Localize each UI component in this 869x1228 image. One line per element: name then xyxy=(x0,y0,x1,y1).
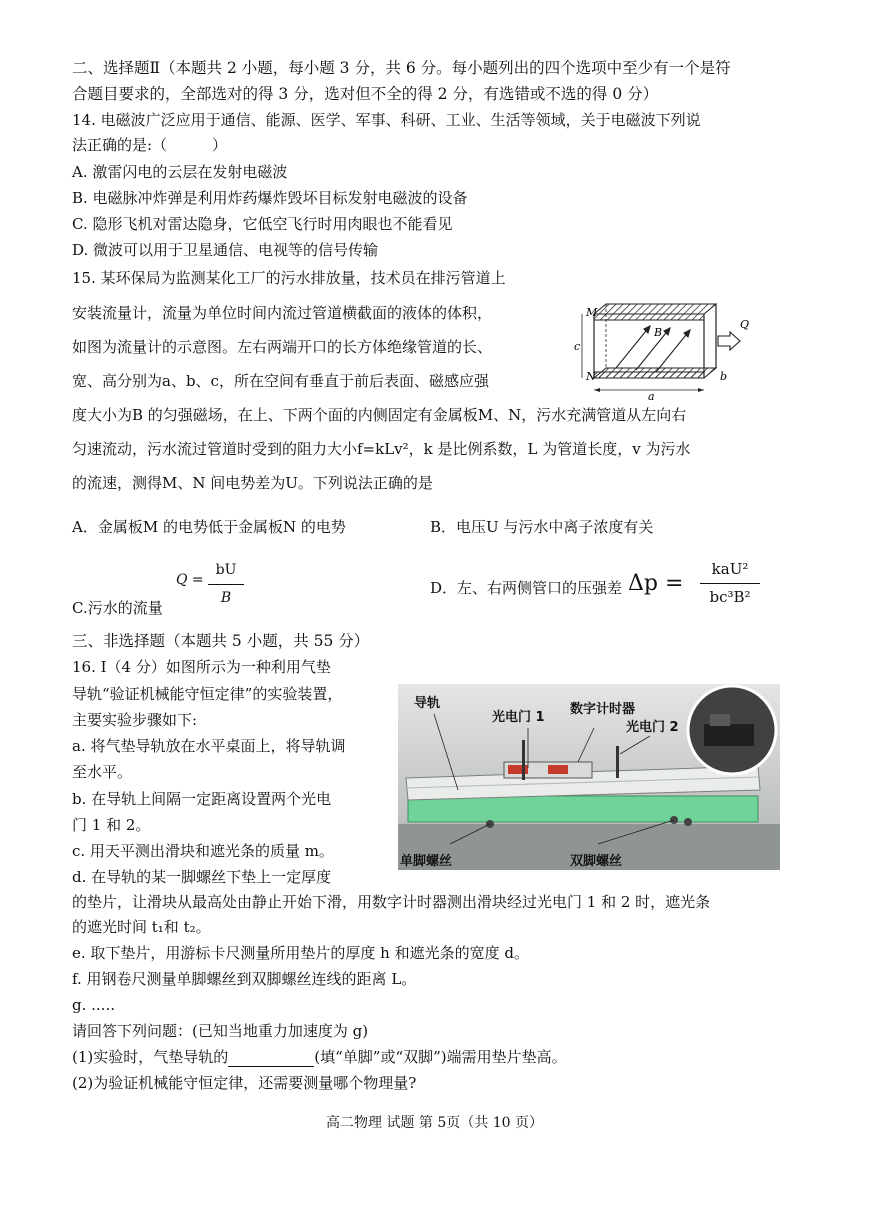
b-field-arrows xyxy=(616,326,690,372)
q15-line3: 如图为流量计的示意图。左右两端开口的长方体绝缘管道的长、 xyxy=(72,338,493,356)
q16-step-b-cont: 门 1 和 2。 xyxy=(72,816,151,834)
label-n: N xyxy=(586,370,596,383)
q16-step-b: b. 在导轨上间隔一定距离设置两个光电 xyxy=(72,790,332,808)
q16-step-g: g. ..... xyxy=(72,996,115,1014)
q16-line2: 导轨“验证机械能守恒定律”的实验装置， xyxy=(72,685,343,703)
label-gate-2: 光电门 2 xyxy=(626,720,679,735)
formula-c-denominator: B xyxy=(220,590,232,606)
label-b: b xyxy=(720,370,728,383)
flow-meter-diagram xyxy=(570,300,770,400)
formula-d-lhs: Δp = xyxy=(628,571,684,596)
label-a: a xyxy=(648,390,655,400)
label-m: M xyxy=(586,306,598,319)
formula-d-numerator: kaU² xyxy=(711,560,749,578)
plate-m xyxy=(594,304,716,314)
q16-step-a-cont: 至水平。 xyxy=(72,763,133,781)
formula-c-lhs: Q = xyxy=(176,572,204,588)
flow-arrow xyxy=(718,332,740,350)
label-q: Q xyxy=(740,318,750,331)
label-gate-1: 光电门 1 xyxy=(492,710,545,725)
q15-option-b: B．电压U 与污水中离子浓度有关 xyxy=(430,518,654,536)
q16-step-d-cont: 的垫片，让滑块从最高处由静止开始下滑，用数字计时器测出滑块经过光电门 1 和 2 时，遮光条 xyxy=(72,893,711,911)
q14-stem-line2: 法正确的是:（ ） xyxy=(72,136,228,154)
q15-line5: 度大小为B 的匀强磁场，在上、下两个面的内侧固定有金属板M、N，污水充满管道从左向右 xyxy=(72,406,687,424)
q14-option-a: A. 激雷闪电的云层在发射电磁波 xyxy=(72,163,288,181)
q16-line3: 主要实验步骤如下: xyxy=(72,711,198,729)
q14-option-c: C. 隐形飞机对雷达隐身，它低空飞行时用肉眼也不能看见 xyxy=(72,215,453,233)
q14-option-b: B. 电磁脉冲炸弹是利用炸药爆炸毁坏目标发射电磁波的设备 xyxy=(72,189,468,207)
label-c: c xyxy=(574,340,581,353)
q15-line1: 15. 某环保局为监测某化工厂的污水排放量，技术员在排污管道上 xyxy=(72,269,506,287)
q14-stem-line1: 14. 电磁波广泛应用于通信、能源、医学、军事、科研、工业、生活等领域，关于电磁波下列说 xyxy=(72,111,701,129)
q15-line2: 安装流量计，流量为单位时间内流过管道横截面的液体的体积， xyxy=(72,304,493,322)
q16-step-e: e. 取下垫片，用游标卡尺测量所用垫片的厚度 h 和遮光条的宽度 d。 xyxy=(72,944,529,962)
q15-line4: 宽、高分别为a、b、c，所在空间有垂直于前后表面、磁感应强 xyxy=(72,372,489,390)
q16-subq1-post: (填“单脚”或“双脚”)端需用垫片垫高。 xyxy=(314,1048,567,1066)
q16-step-d: d. 在导轨的某一脚螺丝下垫上一定厚度 xyxy=(72,868,332,886)
formula-c-numerator: bU xyxy=(215,562,237,578)
q16-subq2: (2)为验证机械能守恒定律，还需要测量哪个物理量? xyxy=(72,1074,417,1092)
answer-blank xyxy=(228,1052,314,1067)
q15-line6: 匀速流动，污水流过管道时受到的阻力大小f=kLv²，k 是比例系数，L 为管道长度，v 为污水 xyxy=(72,440,691,458)
label-single-foot-screw: 单脚螺丝 xyxy=(400,854,453,869)
q16-step-c: c. 用天平测出滑块和遮光条的质量 m。 xyxy=(72,842,334,860)
q15-option-c: C.污水的流量 xyxy=(72,599,163,617)
q16-line1: 16. Ⅰ（4 分）如图所示为一种利用气垫 xyxy=(72,658,331,676)
air-track-photo xyxy=(398,684,780,870)
q16-prompt: 请回答下列问题：(已知当地重力加速度为 g) xyxy=(72,1022,369,1040)
q15-option-d: D．左、右两侧管口的压强差 xyxy=(430,579,623,597)
section2-header-line2: 合题目要求的，全部选对的得 3 分，选对但不全的得 2 分，有选错或不选的得 0 分） xyxy=(72,85,659,103)
label-b-field: B xyxy=(654,326,663,339)
label-rail: 导轨 xyxy=(414,696,441,711)
q14-option-d: D. 微波可以用于卫星通信、电视等的信号传输 xyxy=(72,241,379,259)
q15-line7: 的流速，测得M、N 间电势差为U。下列说法正确的是 xyxy=(72,474,433,492)
section3-header: 三、非选择题（本题共 5 小题，共 55 分） xyxy=(72,632,370,650)
q16-subq1-pre: (1)实验时，气垫导轨的 xyxy=(72,1048,229,1066)
label-double-foot-screw: 双脚螺丝 xyxy=(570,854,623,869)
q16-step-d-cont2: 的遮光时间 t₁和 t₂。 xyxy=(72,918,211,936)
formula-d-denominator: bc³B² xyxy=(709,588,751,606)
q16-step-f: f. 用钢卷尺测量单脚螺丝到双脚螺丝连线的距离 L。 xyxy=(72,970,417,988)
q16-subq1 xyxy=(72,1047,567,1067)
formula-d-fraction-bar xyxy=(700,583,760,584)
formula-c-fraction-bar xyxy=(208,584,244,585)
label-timer: 数字计时器 xyxy=(570,702,636,717)
q15-option-a: A．金属板M 的电势低于金属板N 的电势 xyxy=(72,518,346,536)
page-footer: 高二物理 试题 第 5页（共 10 页） xyxy=(326,1115,543,1131)
q16-step-a: a. 将气垫导轨放在水平桌面上，将导轨调 xyxy=(72,737,346,755)
section2-header-line1: 二、选择题Ⅱ（本题共 2 小题，每小题 3 分，共 6 分。每小题列出的四个选项中至少有一个是符 xyxy=(72,59,731,77)
